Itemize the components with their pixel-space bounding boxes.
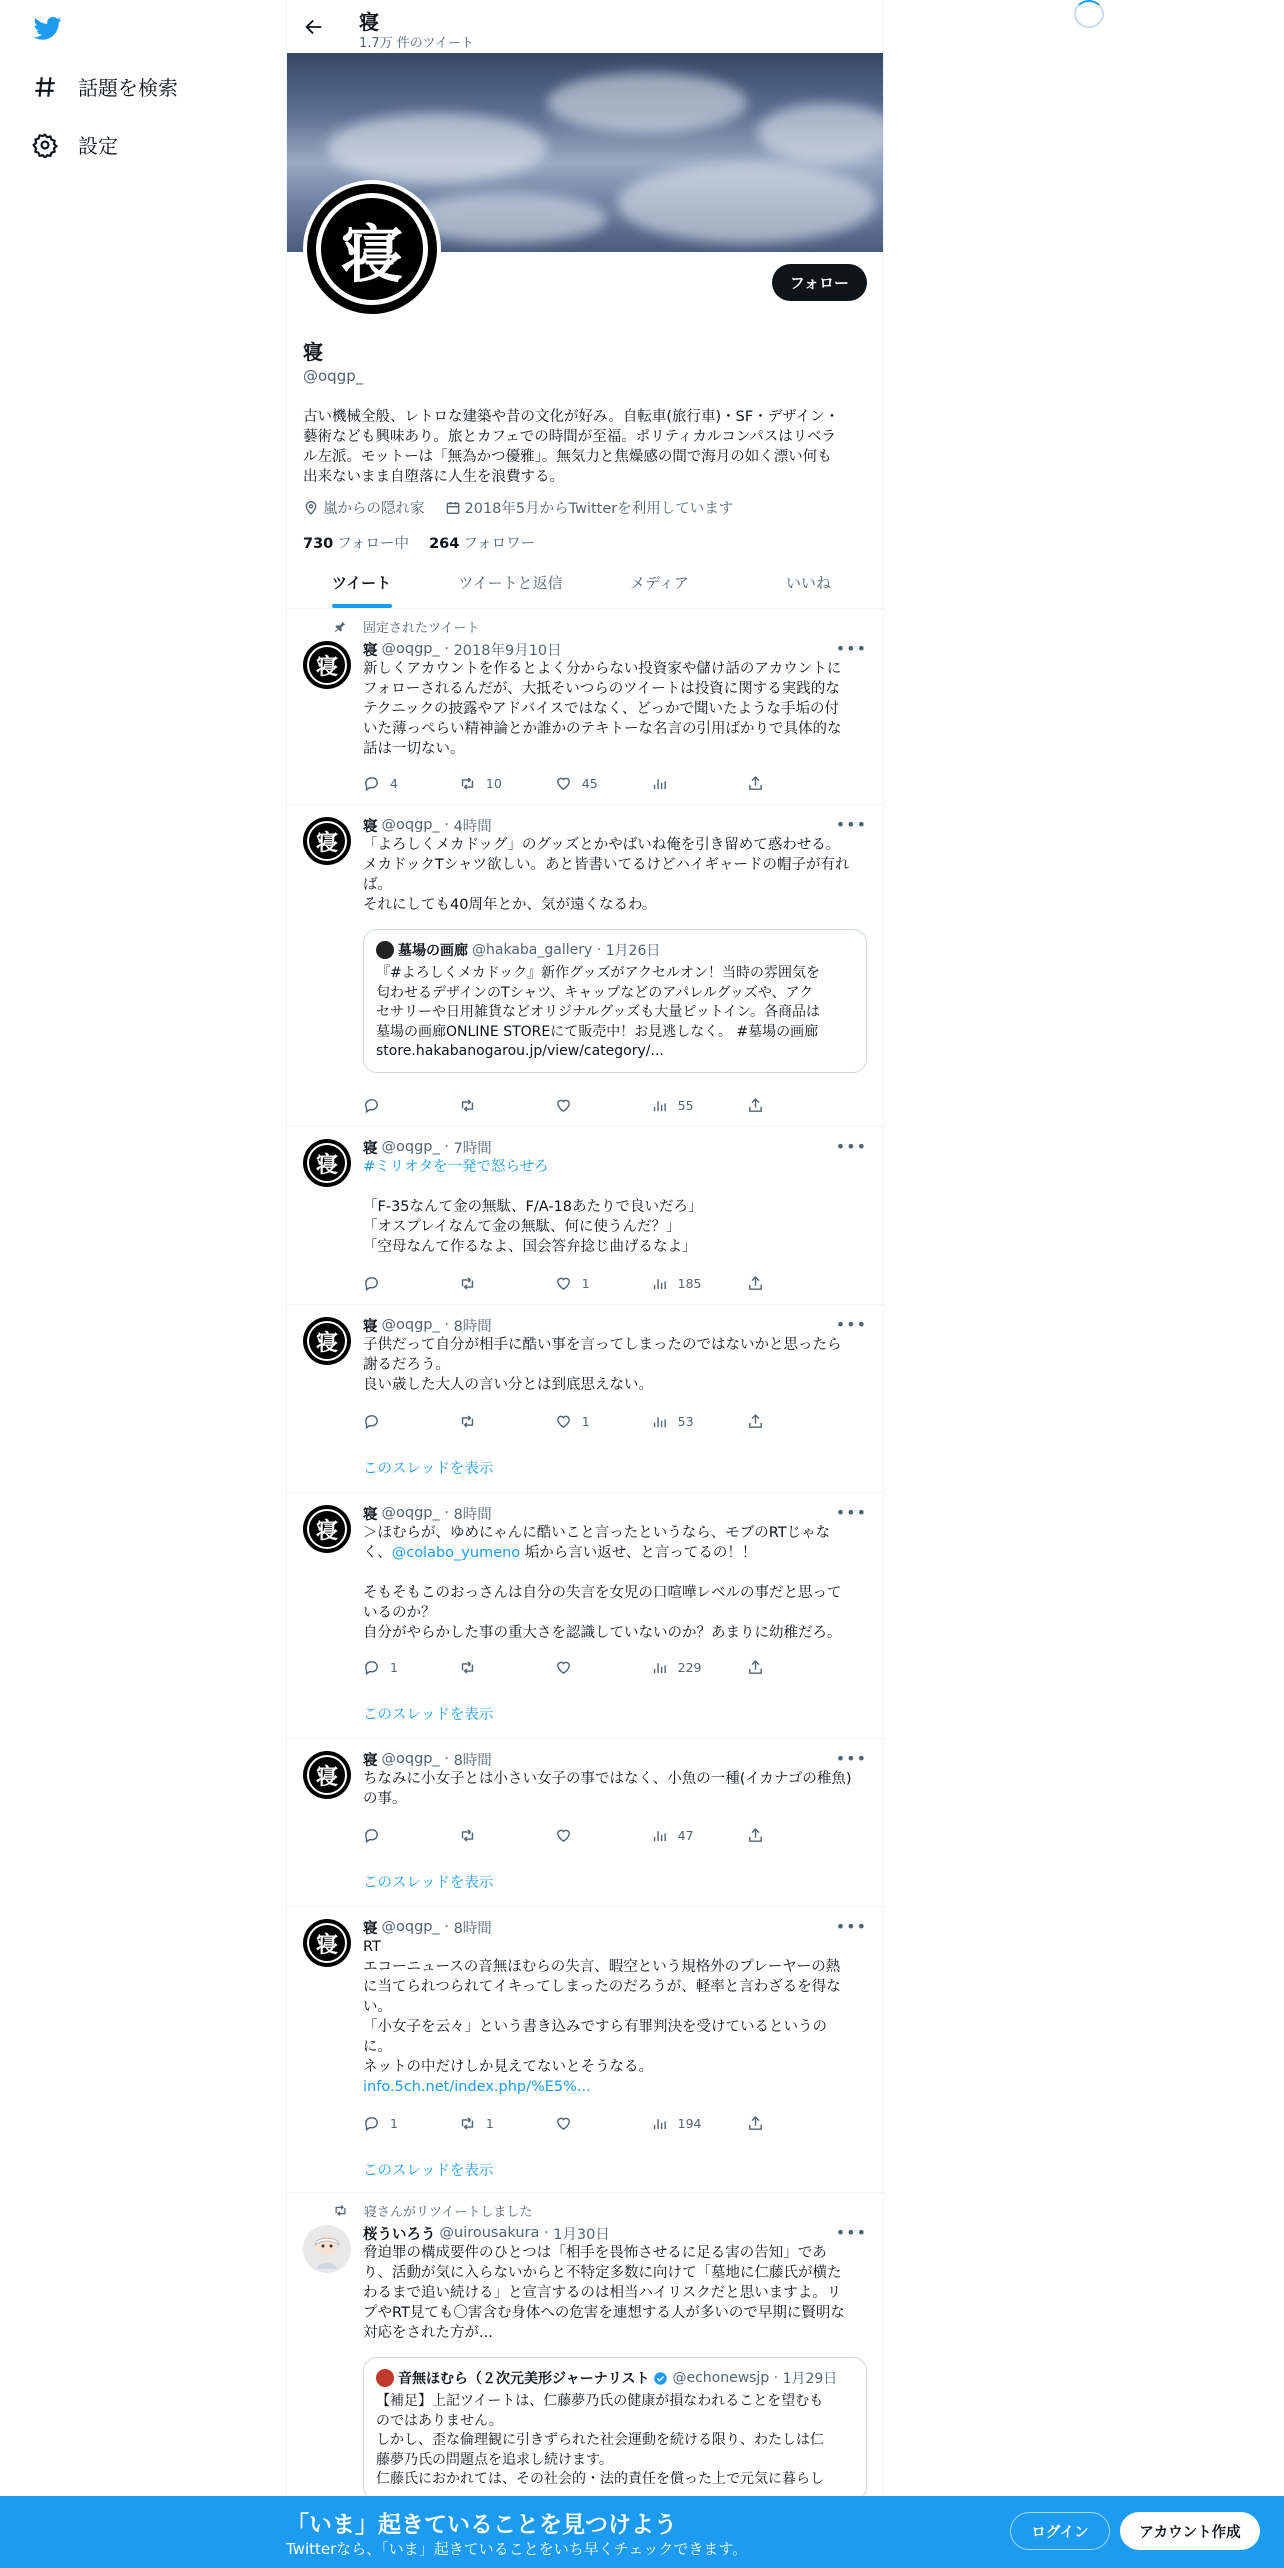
pin-icon [333,620,347,634]
like-count: 1 [581,1413,590,1429]
views-count: 55 [677,1097,694,1113]
more-options-icon[interactable]: ••• [835,2223,867,2242]
avatar-glyph: 寝 [307,1755,347,1795]
retweet-icon [459,1659,476,1676]
avatar[interactable] [303,1751,351,1799]
more-options-icon[interactable]: ••• [835,1917,867,1936]
reply-count: 4 [390,775,398,791]
tweet-header: 寝 @oqgp_ · 7時間 [363,1137,867,1157]
profile-handle: @oqgp_ [303,367,364,385]
tweet-text [363,1523,867,1643]
retweet-icon [459,1827,476,1844]
share-icon [747,1097,764,1114]
pinned-context [333,617,479,636]
quoted-author-handle: @echonewsjp [672,2370,770,2386]
tweet-body [363,2223,867,2501]
follow-button[interactable]: フォロー [772,264,867,301]
retweet-count: 10 [485,775,502,791]
more-options-icon[interactable]: ••• [835,1315,867,1334]
tweet[interactable] [287,1127,883,1305]
avatar-glyph: 寝 [307,1321,347,1361]
views-button[interactable] [651,773,747,793]
share-button[interactable] [747,773,784,793]
tweet-text: 「よろしくメカドッグ」のグッズとかやばいね俺を引き留めて惑わせる。 メカドックTシャツ欲しい。あと皆書いてるけどハイギャードの帽子が有れ ば。 それにしても40周年とか、気が遠くなるわ。 [363,837,850,913]
followers-label: フォロワー [463,536,536,552]
nav-explore[interactable] [32,72,178,101]
views-count: 47 [677,1827,694,1843]
retweet-button[interactable] [459,2113,555,2133]
share-button[interactable] [747,1825,784,1845]
tweet-actions [363,1411,783,1431]
retweet-icon [459,1413,476,1430]
profile-joined [445,497,734,518]
tweet-author-handle[interactable]: @oqgp_ [381,641,440,657]
share-button[interactable] [747,2113,784,2133]
signup-banner-title: 「いま」起きていることを見つけよう [286,2512,677,2538]
profile-meta [303,497,869,518]
retweet-count: 1 [485,2115,494,2131]
reply-icon [363,1275,380,1292]
tweet-author-name[interactable]: 寝 [363,1318,378,1335]
tweet-header: 桜ういろう @uirousakura · 1月30日 [363,2223,867,2243]
retweet-icon [459,1097,476,1114]
retweet-button[interactable] [459,1273,555,1293]
quoted-tweet-header: 音無ほむら（２次元美形ジャーナリスト @echonewsjp · 1月29日 [376,2368,854,2388]
profile-info [303,336,869,553]
avatar-glyph: 寝 [307,645,347,685]
reply-button[interactable] [363,773,459,793]
retweet-button[interactable] [459,1657,555,1677]
reply-icon [363,2115,380,2132]
tweet-author-handle[interactable]: @uirousakura [439,2225,540,2241]
tweet-pinned[interactable] [287,609,883,805]
profile-location-text: 嵐からの隠れ家 [323,501,425,517]
tweet-timestamp[interactable]: 8時間 [453,1318,492,1335]
signup-button[interactable]: アカウント作成 [1120,2512,1260,2550]
tweet-text: RT エコーニュースの音無ほむらの失言、暇空という規格外のプレーヤーの熱 に当てられつられてイキってしまったのだろうが、軽率と言わざるを得な い。 「小女子を云々」という書き込みですら有罪判決を受けているというの に。 ネットの中だけしか見えてないとそうなる。 [363,1939,841,2075]
mention-link[interactable]: @colabo_yumeno [391,1545,521,1561]
reply-button[interactable] [363,1095,459,1115]
login-button[interactable]: ログイン [1010,2512,1110,2550]
tweet-author-name[interactable]: 寝 [363,1506,378,1523]
twitter-bird-icon[interactable] [32,14,64,42]
tweet-text: 脅迫罪の構成要件のひとつは「相手を畏怖させるに足る害の告知」であ り、活動が気に入らないからと不特定多数に向けて「墓地に仁藤氏が横た わるまで追い続ける」と宣言するのは相当ハイリスクだと思いますよ。リ プやRT見ても〇害含む身体への危害を連想する人が多いので早期に賢明な 対応をされた方が... [363,2245,845,2341]
retweet-icon [459,2115,476,2132]
tweet-body [363,1749,867,1809]
avatar-glyph: 寝 [307,821,347,861]
like-button[interactable] [555,1273,651,1293]
avatar[interactable] [303,817,351,865]
tweet-actions [363,1825,783,1845]
followers-count: 264 [429,536,460,552]
retweet-icon [459,775,476,792]
tweet-header: 寝 @oqgp_ · 2018年9月10日 [363,639,867,659]
share-button[interactable] [747,1095,784,1115]
views-count: 194 [677,2115,702,2131]
avatar[interactable] [303,1919,351,1967]
nav-settings[interactable] [32,130,118,159]
tweet[interactable] [287,1305,883,1493]
quoted-author-handle: @hakaba_gallery [472,942,593,958]
reply-button[interactable] [363,1825,459,1845]
share-icon [747,1659,764,1676]
show-thread-link[interactable]: このスレッドを表示 [363,1707,494,1723]
tab-tweets[interactable]: ツイート [287,556,436,608]
quoted-author-name: 墓場の画廊 [398,943,468,959]
tweet-author-handle[interactable]: @oqgp_ [381,1751,440,1767]
verified-badge-icon [653,2371,668,2386]
views-count: 53 [677,1413,694,1429]
following-label: フォロー中 [337,536,410,552]
tweet-author-handle[interactable]: @oqgp_ [381,1505,440,1521]
views-button[interactable] [651,2113,747,2133]
show-thread-link[interactable]: このスレッドを表示 [363,1461,494,1477]
retweet-button[interactable] [459,1411,555,1431]
profile-bio: 古い機械全般、レトロな建築や昔の文化が好み。自転車(旅行車)・SF・デザイン・ 藝術なども興味あり。旅とカフェでの時間が至福。ポリティカルコンパスはリベラ ル左派。モットーは「無為かつ優雅」。無気力と焦燥感の間で海月の如く漂い何も 出来ないまま自堕落に人生を浪費する。 [303,409,840,485]
heart-icon [555,1659,572,1676]
heart-icon [555,1275,572,1292]
tweet-text-part: 垢から言い返せ、と言ってるの！！ そもそもこのおっさんは自分の失言を女児の口喧嘩レベルの事だと思って いるのか？ 自分がやらかした事の重大さを認識していないのか？あまりに幼稚だろ。 [363,1545,842,1641]
profile-stats [303,532,869,553]
tweet-actions [363,773,783,793]
header-profile-name: 寝 [359,10,379,34]
more-options-icon[interactable]: ••• [835,1503,867,1522]
like-button[interactable] [555,1825,651,1845]
tweet-author-name[interactable]: 寝 [363,818,378,835]
like-button[interactable] [555,2113,651,2133]
tweet-author-handle[interactable]: @oqgp_ [381,1317,440,1333]
share-icon [747,775,764,792]
left-sidebar [0,0,286,2568]
share-icon [747,1275,764,1292]
avatar[interactable] [303,1505,351,1553]
tweet-text: ちなみに小女子とは小さい女子の事ではなく、小魚の一種(イカナゴの稚魚) の事。 [363,1771,852,1807]
avatar-glyph: 寝 [307,1509,347,1549]
avatar-glyph: 寝 [307,1923,347,1963]
analytics-icon [651,1413,668,1430]
tweet-timestamp[interactable]: 1月30日 [553,2226,610,2243]
quoted-tweet-text: 『#よろしくメカドック』新作グッズがアクセルオン！当時の雰囲気を 匂わせるデザインのTシャツ、キャップなどのアパレルグッズや、アク セサリーや日用雑貨などオリジナルグッズも大量ピットイン。各商品は 墓場の画廊ONLINE STOREにて販売中！お見逃しなく。 #墓場の画廊 store.hakabanogarou.jp/view/category/... [376,965,821,1059]
header-tweet-count: 1.7万 件のツイート [359,36,474,51]
tweet-actions [363,1095,783,1115]
tweet-timestamp[interactable]: 8時間 [453,1506,492,1523]
share-icon [747,1413,764,1430]
tweet[interactable] [287,805,883,1127]
heart-icon [555,1827,572,1844]
quoted-tweet-text: 【補足】上記ツイートは、仁藤夢乃氏の健康が損なわれることを望むも のではありません。 しかし、歪な倫理観に引きずられた社会運動を続ける限り、わたしは仁 藤夢乃氏の問題点を追求し続けます。 仁藤氏におかれては、その社会的・法的責任を償った上で元気に暮らし [376,2393,824,2487]
analytics-icon [651,2115,668,2132]
tweet[interactable] [287,1907,883,2193]
like-button[interactable] [555,1657,651,1677]
profile-location [303,497,425,518]
quoted-avatar [376,941,394,959]
loading-spinner-icon [1074,0,1104,28]
tweet-actions [363,1657,783,1677]
following-count: 730 [303,536,334,552]
reply-icon [363,1827,380,1844]
quoted-tweet[interactable] [363,2357,867,2501]
reply-icon [363,1097,380,1114]
tweet-author-name[interactable]: 寝 [363,1140,378,1157]
reply-button[interactable] [363,1273,459,1293]
analytics-icon [651,1275,668,1292]
gear-icon [32,132,58,158]
main-column [286,0,884,2568]
retweet-button[interactable] [459,773,555,793]
share-button[interactable] [747,1657,784,1677]
profile-name: 寝 [303,340,323,364]
hashtag-icon [32,74,58,100]
views-count: 229 [677,1659,702,1675]
more-options-icon[interactable]: ••• [835,1137,867,1156]
tweet-body [363,1917,867,2097]
views-button[interactable] [651,1825,747,1845]
tweet-author-name[interactable]: 桜ういろう [363,2226,436,2243]
show-thread-link[interactable]: このスレッドを表示 [363,1875,494,1891]
quoted-tweet-header: 墓場の画廊 @hakaba_gallery · 1月26日 [376,940,854,960]
tweet-timestamp[interactable]: 4時間 [453,818,492,835]
retweet-context [333,2201,532,2220]
tweet-body [363,639,867,759]
views-button[interactable] [651,1095,747,1115]
tweet-timestamp[interactable]: 8時間 [453,1752,492,1769]
profile-avatar[interactable] [303,180,441,318]
tweet[interactable] [287,1739,883,1907]
tab-media[interactable]: メディア [630,573,689,592]
reply-count: 1 [390,1659,398,1675]
analytics-icon [651,1659,668,1676]
quoted-author-name: 音無ほむら（２次元美形ジャーナリスト [398,2371,650,2387]
tweet-header: 寝 @oqgp_ · 4時間 [363,815,867,835]
share-button[interactable] [747,1411,784,1431]
retweet-button[interactable] [459,1825,555,1845]
analytics-icon [651,775,668,792]
nav-explore-label: 話題を検索 [78,76,178,100]
location-pin-icon [303,500,319,516]
heart-icon [555,775,572,792]
retweet-icon [333,2203,348,2218]
views-button[interactable] [651,1657,747,1677]
like-count: 1 [581,1275,590,1291]
tab-likes[interactable]: いいね [785,573,831,592]
reply-icon [363,1659,380,1676]
avatar[interactable] [303,2225,351,2273]
following-link[interactable] [303,532,409,553]
reply-icon [363,1413,380,1430]
calendar-icon [445,500,461,516]
tweet-timestamp[interactable]: 7時間 [453,1140,492,1157]
quoted-timestamp: 1月26日 [605,943,661,959]
back-arrow-icon[interactable] [303,16,325,38]
tweet-author-name[interactable]: 寝 [363,642,378,659]
tweet[interactable] [287,1493,883,1739]
quoted-avatar [376,2369,394,2387]
tweet-header: 寝 @oqgp_ · 8時間 [363,1315,867,1335]
avatar-glyph: 寝 [316,193,428,305]
views-button[interactable] [651,1273,747,1293]
tweet-author-handle[interactable]: @oqgp_ [381,1139,440,1155]
tweet-body [363,1503,867,1643]
tweet-text-part: ＞ほむらが、ゆめにゃんに酷いこと言ったというなら、モブのRTじゃな く、 [363,1525,831,1561]
profile-header-bar [287,0,883,53]
share-button[interactable] [747,1273,784,1293]
reply-button[interactable] [363,1411,459,1431]
tweet-header: 寝 @oqgp_ · 8時間 [363,1503,867,1523]
reply-count: 1 [390,2115,398,2131]
avatar-glyph: 寝 [307,1143,347,1183]
tweet-body [363,815,867,1073]
tweet-author-handle[interactable]: @oqgp_ [381,1919,440,1935]
more-options-icon[interactable]: ••• [835,639,867,658]
tweet-timestamp[interactable]: 8時間 [453,1920,492,1937]
heart-icon [555,1413,572,1430]
tweet-text: 子供だって自分が相手に酷い事を言ってしまったのではないかと思ったら 謝るだろう。 良い歳した大人の言い分とは到底思えない。 [363,1337,842,1393]
retweet-button[interactable] [459,1095,555,1115]
tweet-url-link[interactable]: info.5ch.net/index.php/%E5%... [363,2079,591,2095]
tweet-author-handle[interactable]: @oqgp_ [381,817,440,833]
heart-icon [555,1097,572,1114]
show-thread-link[interactable]: このスレッドを表示 [363,2163,494,2179]
analytics-icon [651,1827,668,1844]
signup-banner [0,2496,1284,2568]
heart-icon [555,2115,572,2132]
avatar[interactable] [303,641,351,689]
more-options-icon[interactable]: ••• [835,1749,867,1768]
tweet-header: 寝 @oqgp_ · 8時間 [363,1749,867,1769]
followers-link[interactable] [429,532,535,553]
tab-tweets-and-replies[interactable]: ツイートと返信 [458,573,563,592]
views-count: 185 [677,1275,702,1291]
more-options-icon[interactable]: ••• [835,815,867,834]
like-button[interactable] [555,1095,651,1115]
tweet-text: 「F-35なんて金の無駄、F/A-18あたりで良いだろ」 「オスプレイなんて金の無駄、何に使うんだ？」 「空母なんて作るなよ、国会答弁捻じ曲げるなよ」 [363,1199,703,1255]
quoted-tweet[interactable] [363,929,867,1073]
tweet-author-name[interactable]: 寝 [363,1920,378,1937]
reply-icon [363,775,380,792]
like-count: 45 [581,775,598,791]
tweet-author-name[interactable]: 寝 [363,1752,378,1769]
tweet-actions [363,2113,783,2133]
hashtag-link[interactable]: #ミリオタを一発で怒らせろ [363,1159,549,1175]
tweet-text: 新しくアカウントを作るとよく分からない投資家や儲け話のアカウントに フォローされるんだが、大抵そいつらのツイートは投資に関する実践的な テクニックの披露やアドバイスではなく、どっかで聞いたような手垢の付 いた薄っぺらい精神論とか誰かのテキトーな名言の引用ばかりで具体的な 話は一切ない。 [363,661,842,757]
anime-avatar-icon [307,2229,347,2269]
avatar[interactable] [303,1317,351,1365]
retweet-icon [459,1275,476,1292]
analytics-icon [651,1097,668,1114]
views-button[interactable] [651,1411,747,1431]
share-icon [747,1827,764,1844]
signup-banner-subtitle: Twitterなら、「いま」起きていることをいち早くチェックできます。 [286,2540,748,2558]
tweet-actions [363,1273,783,1293]
nav-settings-label: 設定 [78,134,118,158]
reply-button[interactable] [363,1657,459,1677]
profile-tabs [287,556,883,609]
tweet-timestamp[interactable]: 2018年9月10日 [453,642,562,659]
share-icon [747,2115,764,2132]
avatar[interactable] [303,1139,351,1187]
reply-button[interactable] [363,2113,459,2133]
like-button[interactable] [555,773,651,793]
like-button[interactable] [555,1411,651,1431]
tweet-body [363,1315,867,1395]
quoted-timestamp: 1月29日 [782,2371,838,2387]
pinned-context-text: 固定されたツイート [363,621,480,636]
tweet-body [363,1137,867,1257]
retweet-context-text: 寝さんがリツイートしました [364,2205,533,2220]
profile-joined-text: 2018年5月からTwitterを利用しています [464,501,734,517]
tweet-header: 寝 @oqgp_ · 8時間 [363,1917,867,1937]
